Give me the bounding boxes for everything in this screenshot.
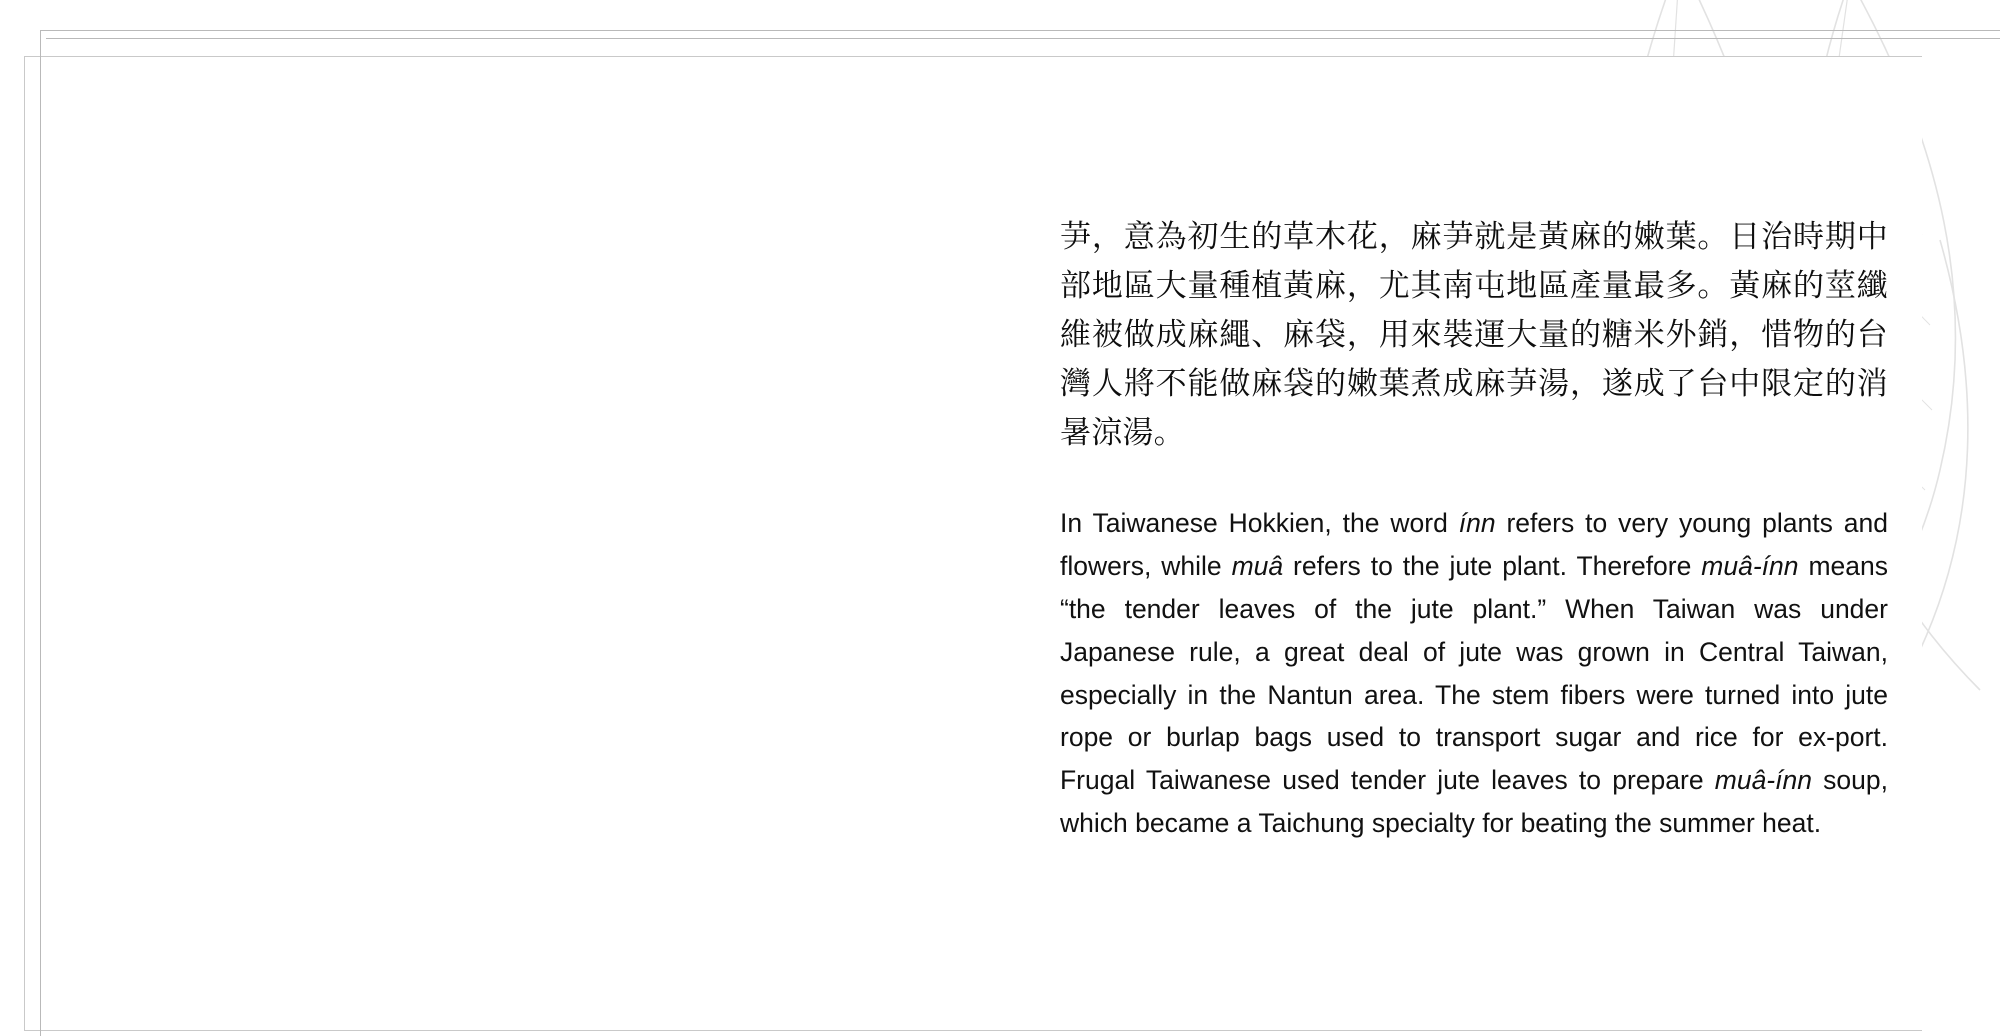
body-term-italic: muâ-ínn [1714, 765, 1812, 796]
body-term-italic: ínn [1458, 507, 1496, 538]
frame-rule-left [40, 30, 41, 1036]
frame-rule-top-outer [40, 30, 2000, 31]
body-text-run: means “the tender leaves of the jute plant.” When Taiwan was under Japanese rule, a great deal of jute was grown in Central Taiwan, especially in the Nantun area. The stem fibers were turned into jute rope or burlap bags used to transport sugar and rice for ex-port. Frugal Taiwanese used tender jute leaves to prepare [1060, 550, 1888, 796]
frame-rule-top-inner [46, 38, 2000, 39]
body-text-run: refers to the jute plant. Therefore [1283, 550, 1702, 581]
body-term-italic: muâ [1231, 550, 1284, 581]
body-paragraph-english [1060, 502, 1888, 845]
article-text-column [1060, 182, 1888, 872]
body-term-italic: muâ-ínn [1701, 550, 1799, 581]
body-text-run: refers to very young plants and flowers, while [1060, 507, 1888, 581]
body-text-run: In Taiwanese Hokkien, the word [1060, 507, 1459, 538]
body-text-run: soup, which became a Taichung specialty for beating the summer heat. [1060, 765, 1888, 839]
body-paragraph-chinese: 芛，意為初生的草木花，麻芛就是黃麻的嫩葉。日治時期中部地區大量種植黃麻，尤其南屯地區產量最多。黃麻的莖纖維被做成麻繩、麻袋，用來裝運大量的糖米外銷，惜物的台灣人將不能做麻袋的嫩葉煮成麻芛湯，遂成了台中限定的消暑涼湯。 [1060, 219, 1888, 450]
